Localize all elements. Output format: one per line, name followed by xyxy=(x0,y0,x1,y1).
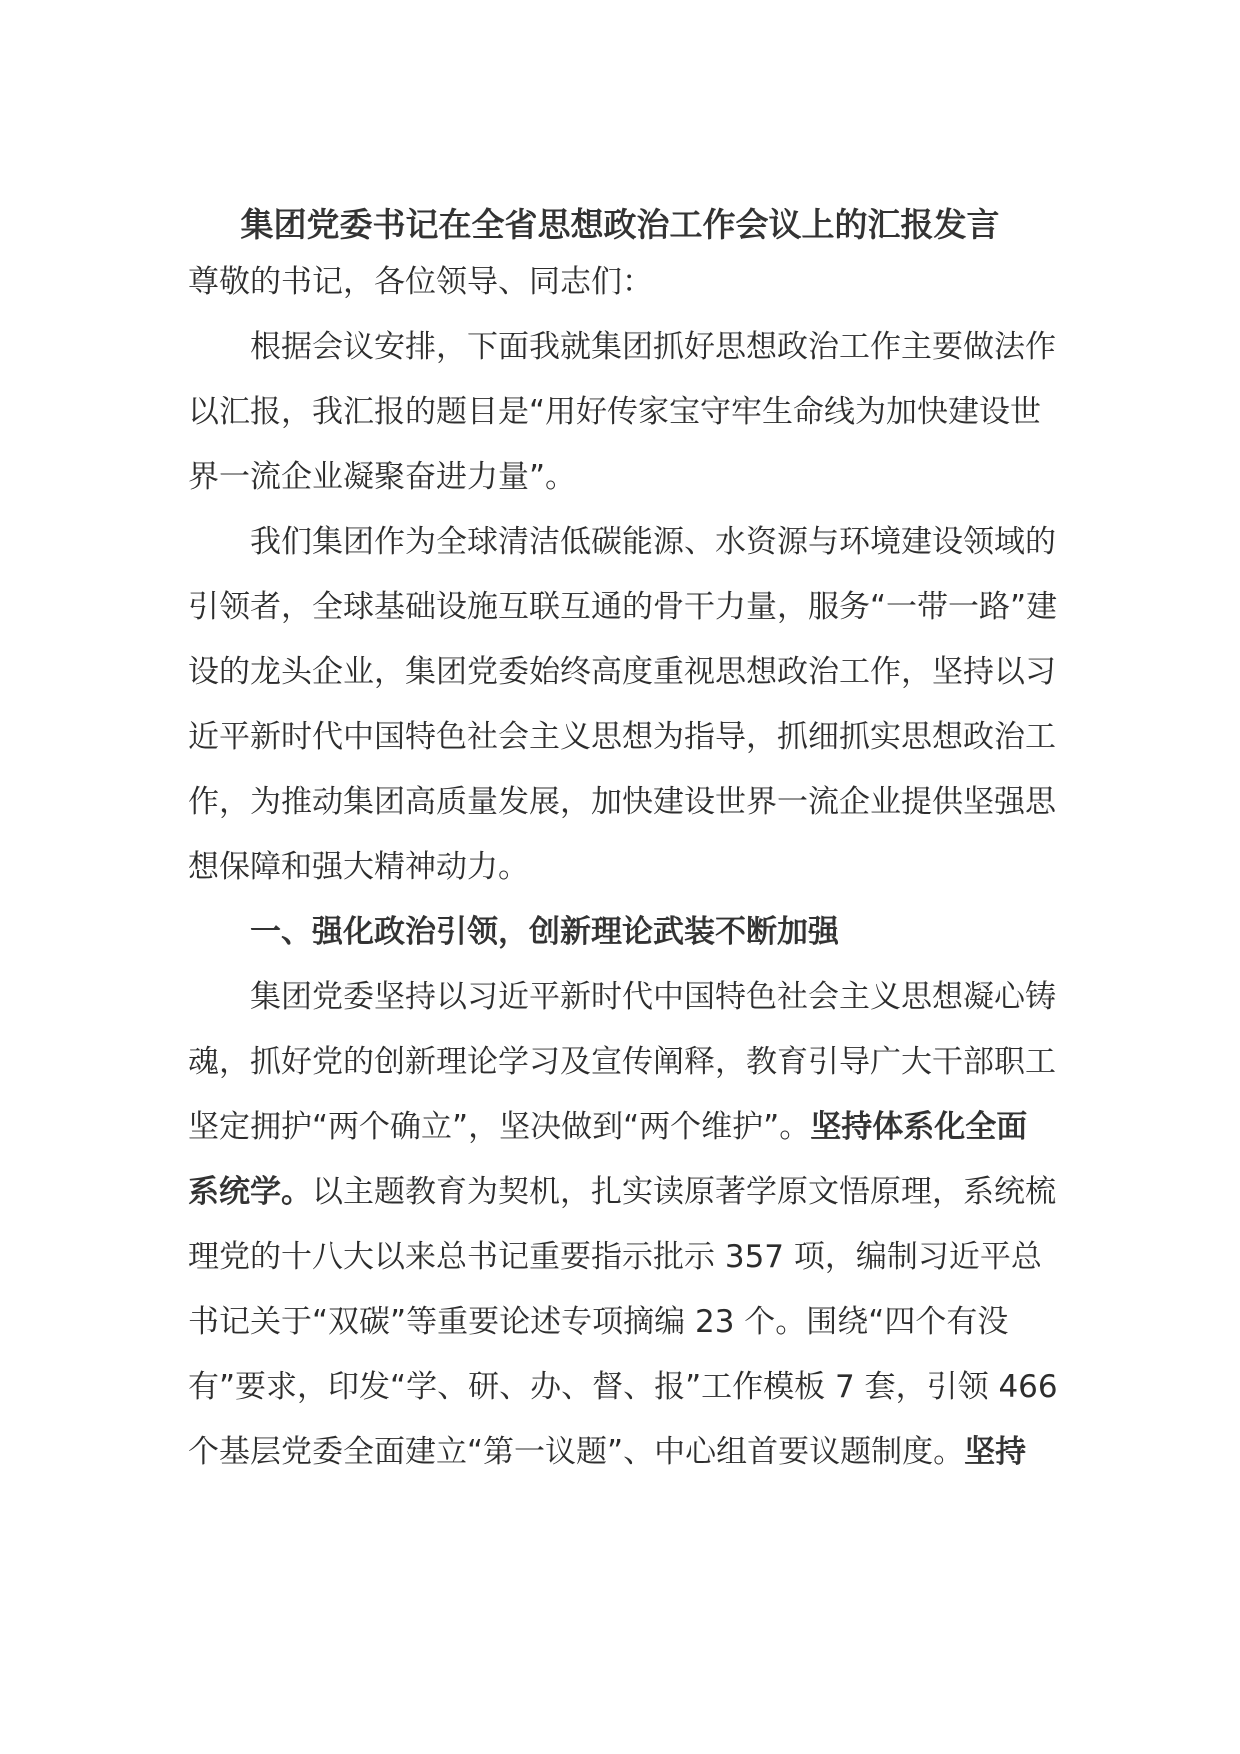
section-1-bold-a: 坚持体系化全面系统学。 xyxy=(188,1109,1028,1210)
background-paragraph: 我们集团作为全球清洁低碳能源、水资源与环境建设领域的引领者，全球基础设施互联互通的骨干力量，服务“一带一路”建设的龙头企业，集团党委始终高度重视思想政治工作，坚持以习近平新时代中国特色社会主义思想为指导，抓细抓实思想政治工作，为推动集团高质量发展，加快建设世界一流企业提供坚强思想保障和强大精神动力。 xyxy=(188,524,1058,885)
section-1-bold-b: 坚持 xyxy=(964,1434,1027,1470)
section-1-paragraph xyxy=(188,965,1058,1485)
document-body xyxy=(188,250,1058,1485)
salutation: 尊敬的书记，各位领导、同志们： xyxy=(188,264,653,300)
document-title: 集团党委书记在全省思想政治工作会议上的汇报发言 xyxy=(240,205,1000,244)
section-1-heading: 一、强化政治引领，创新理论武装不断加强 xyxy=(250,914,839,950)
section-1-text-b: 以主题教育为契机，扎实读原著学原文悟原理，系统梳理党的十八大以来总书记重要指示批示 357 项，编制习近平总书记关于“双碳”等重要论述专项摘编 23 个。围绕“四个有没有”要求，印发“学、研、办、督、报”工作模板 7 套，引领 466 个基层党委全面建立“第一议题”、中心组首要议题制度。 xyxy=(188,1174,1058,1470)
section-1-text-a: 集团党委坚持以习近平新时代中国特色社会主义思想凝心铸魂，抓好党的创新理论学习及宣传阐释，教育引导广大干部职工坚定拥护“两个确立”，坚决做到“两个维护”。 xyxy=(188,979,1056,1145)
intro-paragraph: 根据会议安排，下面我就集团抓好思想政治工作主要做法作以汇报，我汇报的题目是“用好传家宝守牢生命线为加快建设世界一流企业凝聚奋进力量”。 xyxy=(188,329,1056,495)
